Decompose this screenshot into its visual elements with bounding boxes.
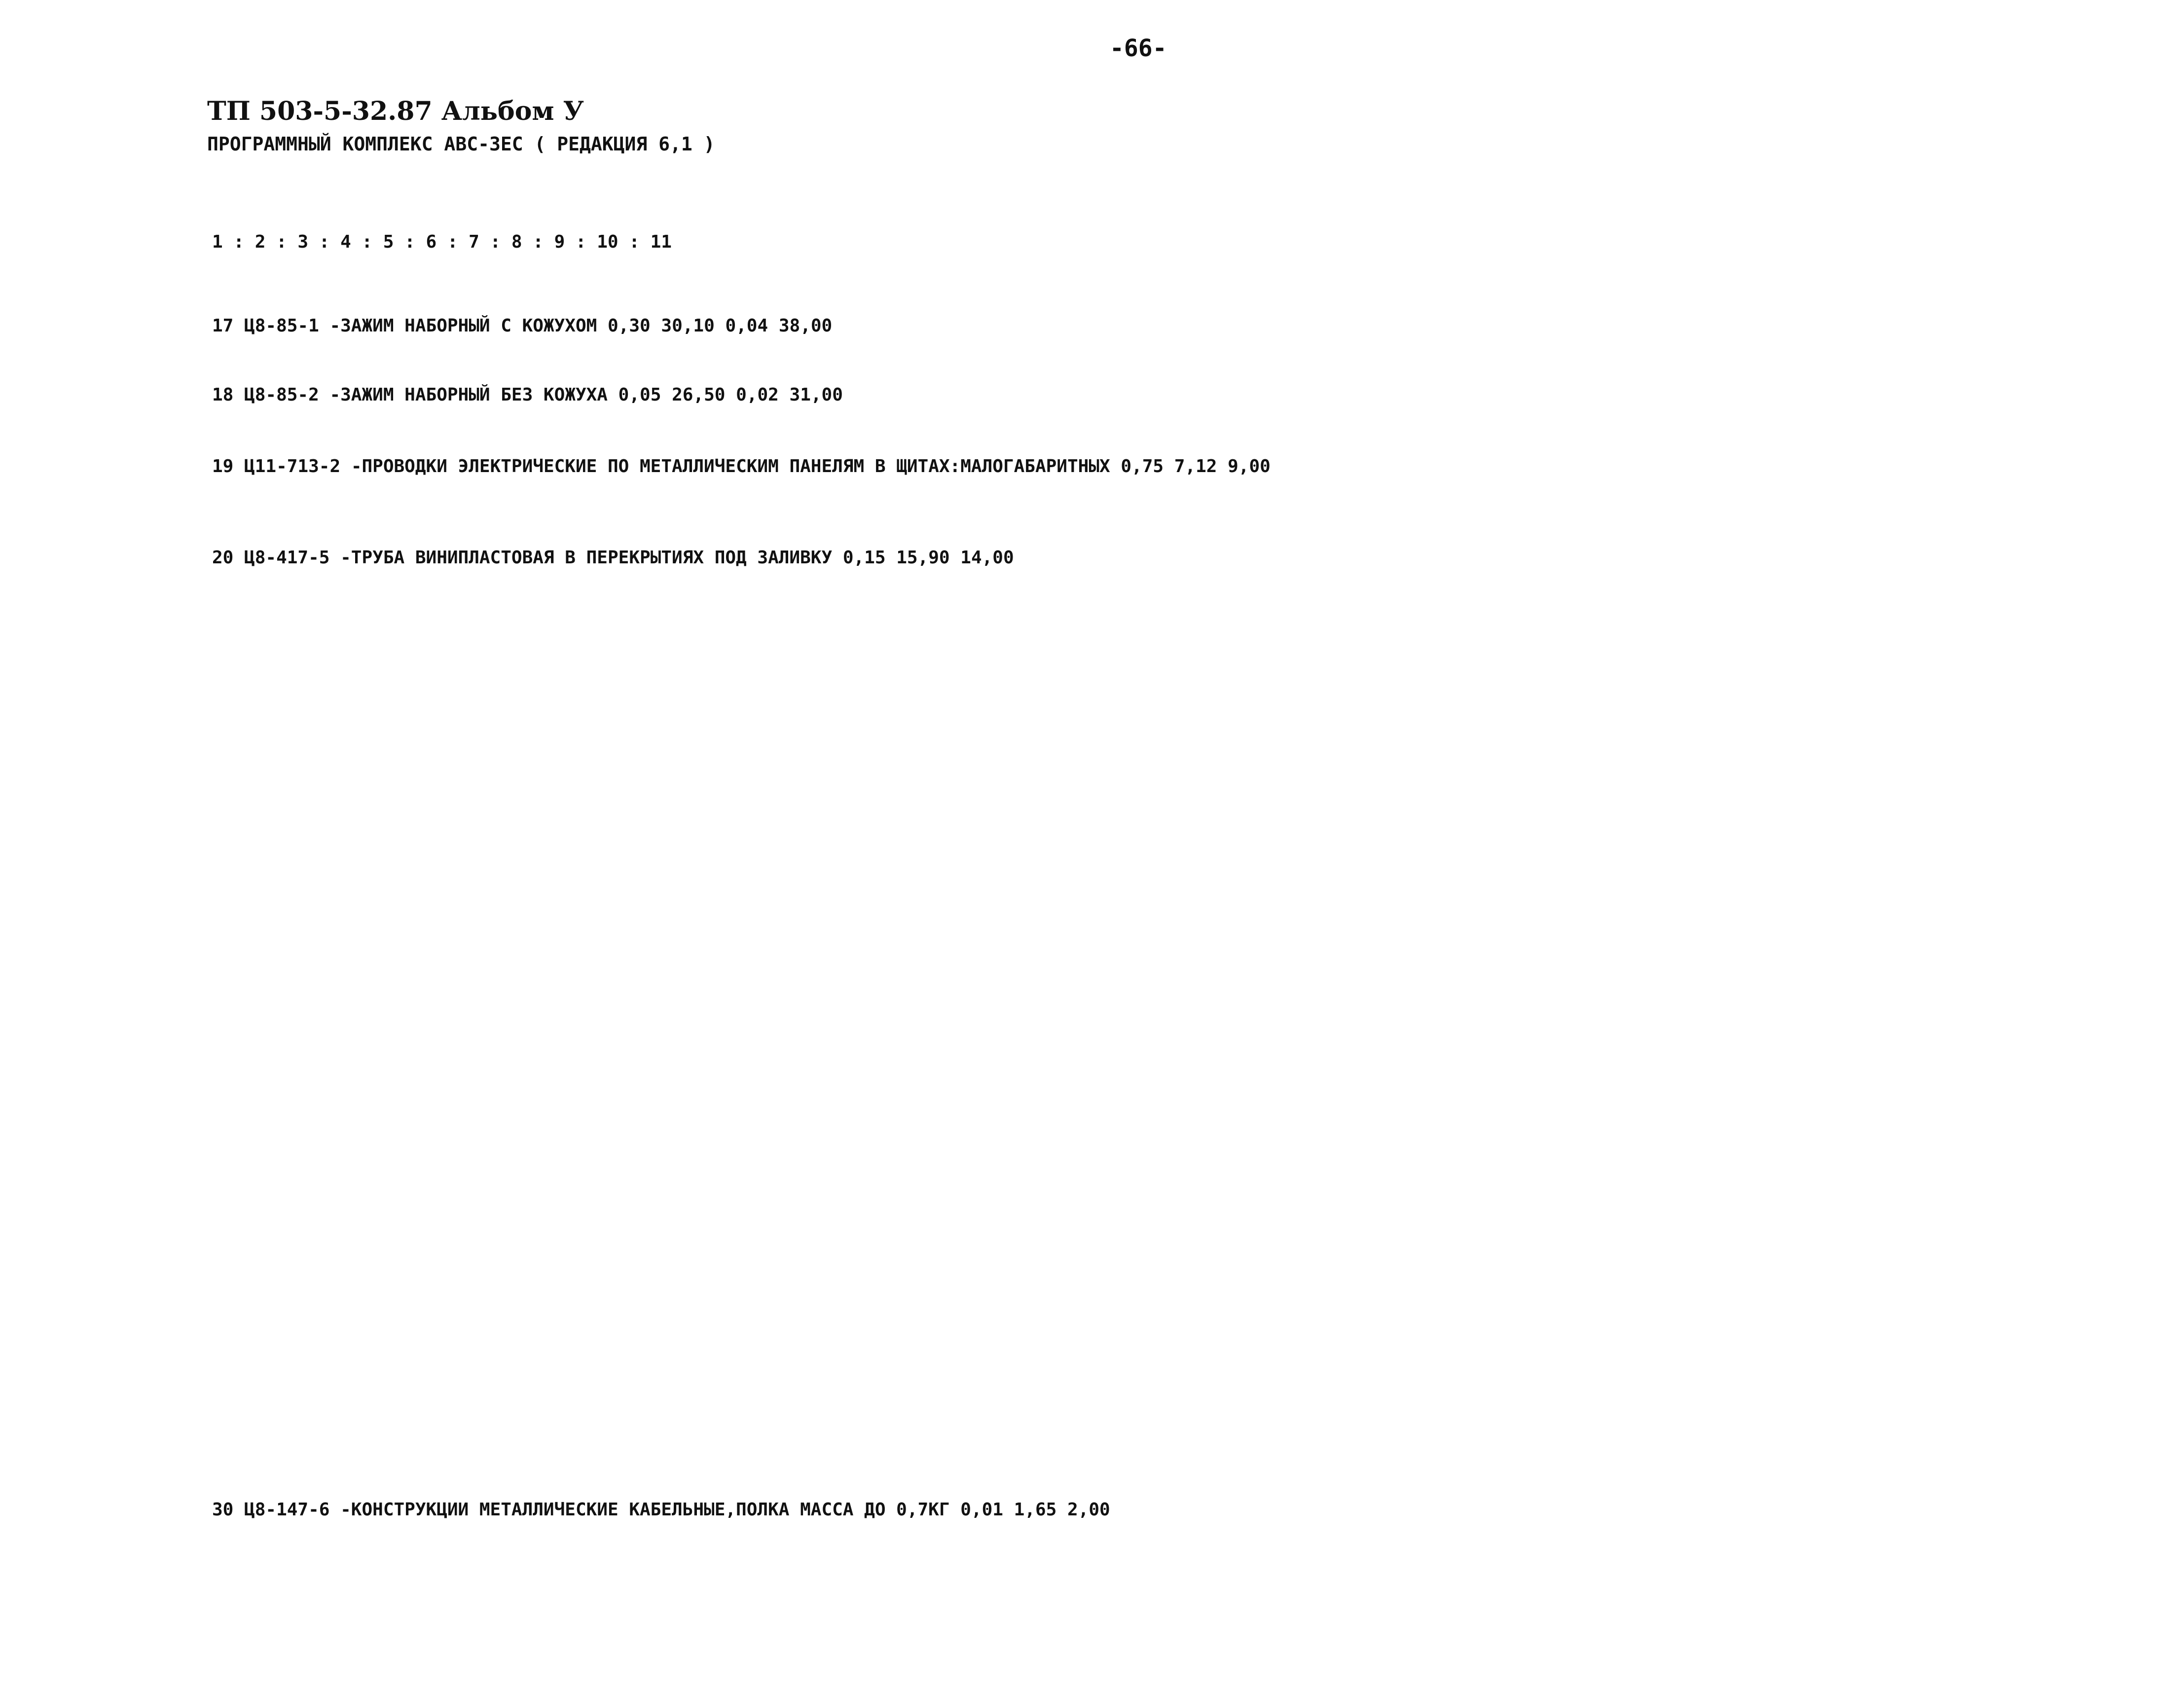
table-row: 30 Ц8-147-6 -КОНСТРУКЦИИ МЕТАЛЛИЧЕСКИЕ КАБЕЛЬНЫЕ,ПОЛКА МАССА ДО 0,7КГ 0,01 1,65 2,00 xyxy=(212,1500,1110,1520)
table-row: 20 Ц8-417-5 -ТРУБА ВИНИПЛАСТОВАЯ В ПЕРЕКРЫТИЯХ ПОД ЗАЛИВКУ 0,15 15,90 14,00 xyxy=(212,548,1014,568)
document-title: ТП 503-5-32.87 Альбом У xyxy=(207,96,584,126)
table-row: 17 Ц8-85-1 -ЗАЖИМ НАБОРНЫЙ С КОЖУХОМ 0,30 30,10 0,04 38,00 xyxy=(212,316,833,336)
table-row: 18 Ц8-85-2 -ЗАЖИМ НАБОРНЫЙ БЕЗ КОЖУХА 0,05 26,50 0,02 31,00 xyxy=(212,385,843,405)
program-line: ПРОГРАММНЫЙ КОМПЛЕКС АВС-ЗЕС ( РЕДАКЦИЯ 6,1 ) xyxy=(207,133,715,155)
column-header-row: 1 : 2 : 3 : 4 : 5 : 6 : 7 : 8 : 9 : 10 : 11 xyxy=(212,232,672,252)
table-row: 19 Ц11-713-2 -ПРОВОДКИ ЭЛЕКТРИЧЕСКИЕ ПО МЕТАЛЛИЧЕСКИМ ПАНЕЛЯМ В ЩИТАХ:МАЛОГАБАРИТНЫХ 0,75 7,12 9,00 xyxy=(212,456,1271,477)
page-number: -66- xyxy=(1110,35,1167,62)
